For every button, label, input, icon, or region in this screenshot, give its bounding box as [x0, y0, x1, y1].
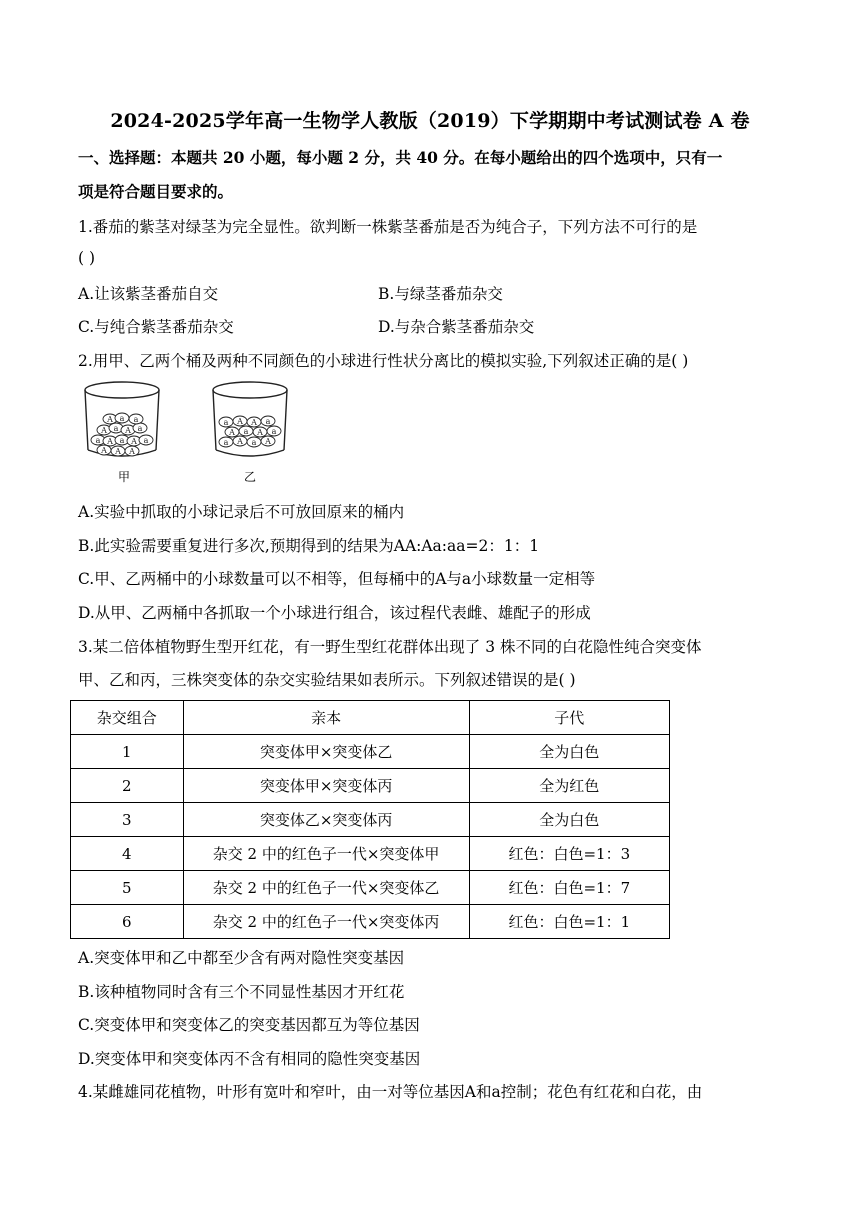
ball-label: A: [265, 437, 271, 446]
table-cell: 3: [71, 803, 184, 837]
ball-label: a: [137, 424, 143, 433]
table-row: [71, 735, 670, 769]
bucket-right-balls: [219, 416, 281, 447]
table-cell: 突变体甲×突变体乙: [183, 735, 469, 769]
q3-option-b: B.该种植物同时含有三个不同显性基因才开红花: [78, 983, 405, 1001]
q2-option-c: C.甲、乙两桶中的小球数量可以不相等，但每桶中的A与a小球数量一定相等: [78, 570, 596, 588]
table-cell: 红色：白色=1：3: [469, 837, 669, 871]
ball-label: A: [129, 447, 135, 456]
table-header: 亲本: [183, 701, 469, 735]
table-cell: 5: [71, 871, 184, 905]
section-heading-line1: 一、选择题：本题共 20 小题，每小题 2 分，共 40 分。在每小题给出的四个选项中，只有一: [78, 148, 723, 167]
ball-label: A: [251, 418, 257, 427]
bucket-left-balls: [91, 413, 153, 456]
q1-option-a: A.让该紫茎番茄自交: [78, 285, 219, 303]
table-cell: 突变体乙×突变体丙: [183, 803, 469, 837]
bucket-left-label: 甲: [117, 470, 131, 484]
cross-results-table: [70, 700, 670, 939]
table-header: 子代: [469, 701, 669, 735]
q3-option-d: D.突变体甲和突变体丙不含有相同的隐性突变基因: [78, 1050, 421, 1068]
table-row: [71, 837, 670, 871]
bucket-right-label: 乙: [243, 470, 257, 484]
table-cell: 全为红色: [469, 769, 669, 803]
exam-title: 2024-2025学年高一生物学人教版（2019）下学期期中考试测试卷 A 卷: [110, 110, 750, 132]
ball-label: A: [101, 426, 107, 435]
q2-option-b: B.此实验需要重复进行多次,预期得到的结果为AA:Aa:aa=2：1：1: [78, 537, 540, 555]
table-row: [71, 871, 670, 905]
ball-label: a: [223, 418, 229, 427]
ball-label: A: [257, 428, 263, 437]
q1-stem: 1.番茄的紫茎对绿茎为完全显性。欲判断一株紫茎番茄是否为纯合子，下列方法不可行的是: [78, 218, 698, 236]
table-row: [71, 803, 670, 837]
ball-label: A: [125, 426, 131, 435]
table-header-row: [71, 701, 670, 735]
table-cell: 全为白色: [469, 803, 669, 837]
q1-option-b: B.与绿茎番茄杂交: [378, 285, 503, 303]
table-cell: 突变体甲×突变体丙: [183, 769, 469, 803]
ball-label: a: [271, 427, 277, 436]
two-bucket-figure: [80, 378, 300, 488]
q3-option-c: C.突变体甲和突变体乙的突变基因都互为等位基因: [78, 1016, 420, 1034]
ball-label: a: [265, 417, 271, 426]
table-cell: 杂交 2 中的红色子一代×突变体乙: [183, 871, 469, 905]
table-cell: 红色：白色=1：1: [469, 905, 669, 939]
ball-label: a: [251, 438, 257, 447]
ball-label: a: [95, 436, 101, 445]
table-cell: 4: [71, 837, 184, 871]
ball-label: a: [143, 436, 149, 445]
q4-stem: 4.某雌雄同花植物，叶形有宽叶和窄叶，由一对等位基因A和a控制；花色有红花和白花，由: [78, 1083, 703, 1101]
table-cell: 全为白色: [469, 735, 669, 769]
q2-stem: 2.用甲、乙两个桶及两种不同颜色的小球进行性状分离比的模拟实验,下列叙述正确的是( ): [78, 352, 689, 370]
ball-label: a: [119, 436, 125, 445]
section-heading-line2: 项是符合题目要求的。: [78, 182, 234, 201]
table-cell: 杂交 2 中的红色子一代×突变体丙: [183, 905, 469, 939]
ball-label: A: [131, 437, 137, 446]
q3-stem-line1: 3.某二倍体植物野生型开红花，有一野生型红花群体出现了 3 株不同的白花隐性纯合突变体: [78, 638, 702, 656]
ball-label: a: [243, 427, 249, 436]
q2-option-d: D.从甲、乙两桶中各抓取一个小球进行组合，该过程代表雌、雄配子的形成: [78, 604, 591, 622]
ball-label: a: [119, 414, 125, 423]
ball-label: A: [107, 437, 113, 446]
ball-label: A: [237, 417, 243, 426]
ball-label: A: [101, 446, 107, 455]
ball-label: a: [113, 424, 119, 433]
table-header: 杂交组合: [71, 701, 184, 735]
q3-stem-line2: 甲、乙和丙，三株突变体的杂交实验结果如表所示。下列叙述错误的是( ): [78, 671, 576, 689]
q1-paren: ( ): [78, 249, 96, 267]
q3-option-a: A.突变体甲和乙中都至少含有两对隐性突变基因: [78, 949, 405, 967]
q1-option-d: D.与杂合紫茎番茄杂交: [378, 318, 535, 336]
ball-label: A: [115, 447, 121, 456]
q1-option-c: C.与纯合紫茎番茄杂交: [78, 318, 234, 336]
table-row: [71, 769, 670, 803]
table-cell: 2: [71, 769, 184, 803]
ball-label: A: [107, 415, 113, 424]
ball-label: a: [133, 415, 139, 424]
ball-label: A: [237, 437, 243, 446]
table-cell: 6: [71, 905, 184, 939]
table-cell: 杂交 2 中的红色子一代×突变体甲: [183, 837, 469, 871]
ball-label: A: [229, 428, 235, 437]
q2-option-a: A.实验中抓取的小球记录后不可放回原来的桶内: [78, 503, 405, 521]
table-row: [71, 905, 670, 939]
table-cell: 1: [71, 735, 184, 769]
table-cell: 红色：白色=1：7: [469, 871, 669, 905]
ball-label: a: [223, 438, 229, 447]
